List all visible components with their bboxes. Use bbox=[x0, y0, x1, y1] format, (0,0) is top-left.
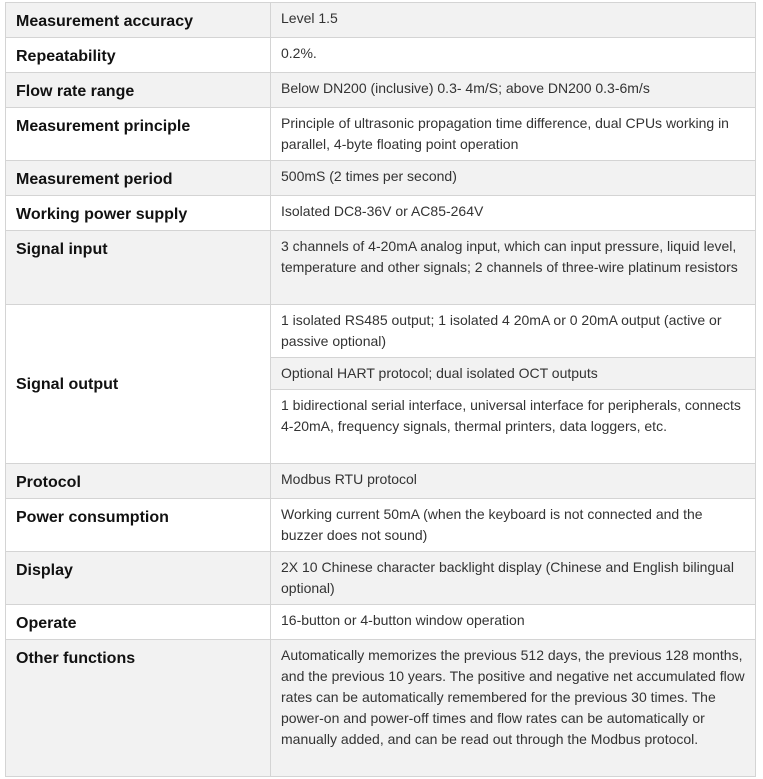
row-label: Other functions bbox=[6, 640, 271, 777]
row-label: Working power supply bbox=[6, 196, 271, 231]
row-label: Display bbox=[6, 552, 271, 605]
table-row bbox=[6, 605, 756, 640]
row-label: Operate bbox=[6, 605, 271, 640]
table-row bbox=[6, 108, 756, 161]
row-value: Below DN200 (inclusive) 0.3- 4m/S; above DN200 0.3-6m/s bbox=[271, 73, 756, 108]
table-row bbox=[6, 73, 756, 108]
table-row bbox=[6, 552, 756, 605]
table-row bbox=[6, 3, 756, 38]
table-row bbox=[6, 305, 756, 358]
row-label: Power consumption bbox=[6, 499, 271, 552]
table-row bbox=[6, 499, 756, 552]
row-label: Repeatability bbox=[6, 38, 271, 73]
row-label: Protocol bbox=[6, 464, 271, 499]
row-label: Measurement principle bbox=[6, 108, 271, 161]
specifications-table bbox=[5, 2, 756, 777]
row-value: Isolated DC8-36V or AC85-264V bbox=[271, 196, 756, 231]
row-value: 2X 10 Chinese character backlight display (Chinese and English bilingual optional) bbox=[271, 552, 756, 605]
table-row bbox=[6, 640, 756, 777]
row-value: 3 channels of 4-20mA analog input, which can input pressure, liquid level, temperature and other signals; 2 channels of three-wire platinum resistors bbox=[271, 231, 756, 305]
row-label: Measurement accuracy bbox=[6, 3, 271, 38]
row-value: 1 isolated RS485 output; 1 isolated 4 20mA or 0 20mA output (active or passive optional) bbox=[271, 305, 756, 358]
row-label: Flow rate range bbox=[6, 73, 271, 108]
row-value: Working current 50mA (when the keyboard is not connected and the buzzer does not sound) bbox=[271, 499, 756, 552]
row-label: Signal input bbox=[6, 231, 271, 305]
table-row bbox=[6, 231, 756, 305]
row-value: Automatically memorizes the previous 512 days, the previous 128 months, and the previous 10 years. The positive and negative net accumulated flow rates can be automatically remembered for the previous 30 times. The power-on and power-off times and flow rates can be automatically or manually added, and can be read out through the Modbus protocol. bbox=[271, 640, 756, 777]
row-value: 1 bidirectional serial interface, universal interface for peripherals, connects 4-20mA, frequency signals, thermal printers, data loggers, etc. bbox=[271, 390, 756, 464]
row-value: 16-button or 4-button window operation bbox=[271, 605, 756, 640]
row-value: Modbus RTU protocol bbox=[271, 464, 756, 499]
row-value: Optional HART protocol; dual isolated OCT outputs bbox=[271, 358, 756, 390]
row-value: Level 1.5 bbox=[271, 3, 756, 38]
table-row bbox=[6, 38, 756, 73]
table-row bbox=[6, 464, 756, 499]
table-row bbox=[6, 196, 756, 231]
row-value: Principle of ultrasonic propagation time difference, dual CPUs working in parallel, 4-byte floating point operation bbox=[271, 108, 756, 161]
row-value: 500mS (2 times per second) bbox=[271, 161, 756, 196]
table-row bbox=[6, 161, 756, 196]
row-label: Measurement period bbox=[6, 161, 271, 196]
row-label: Signal output bbox=[6, 305, 271, 464]
row-value: 0.2%. bbox=[271, 38, 756, 73]
